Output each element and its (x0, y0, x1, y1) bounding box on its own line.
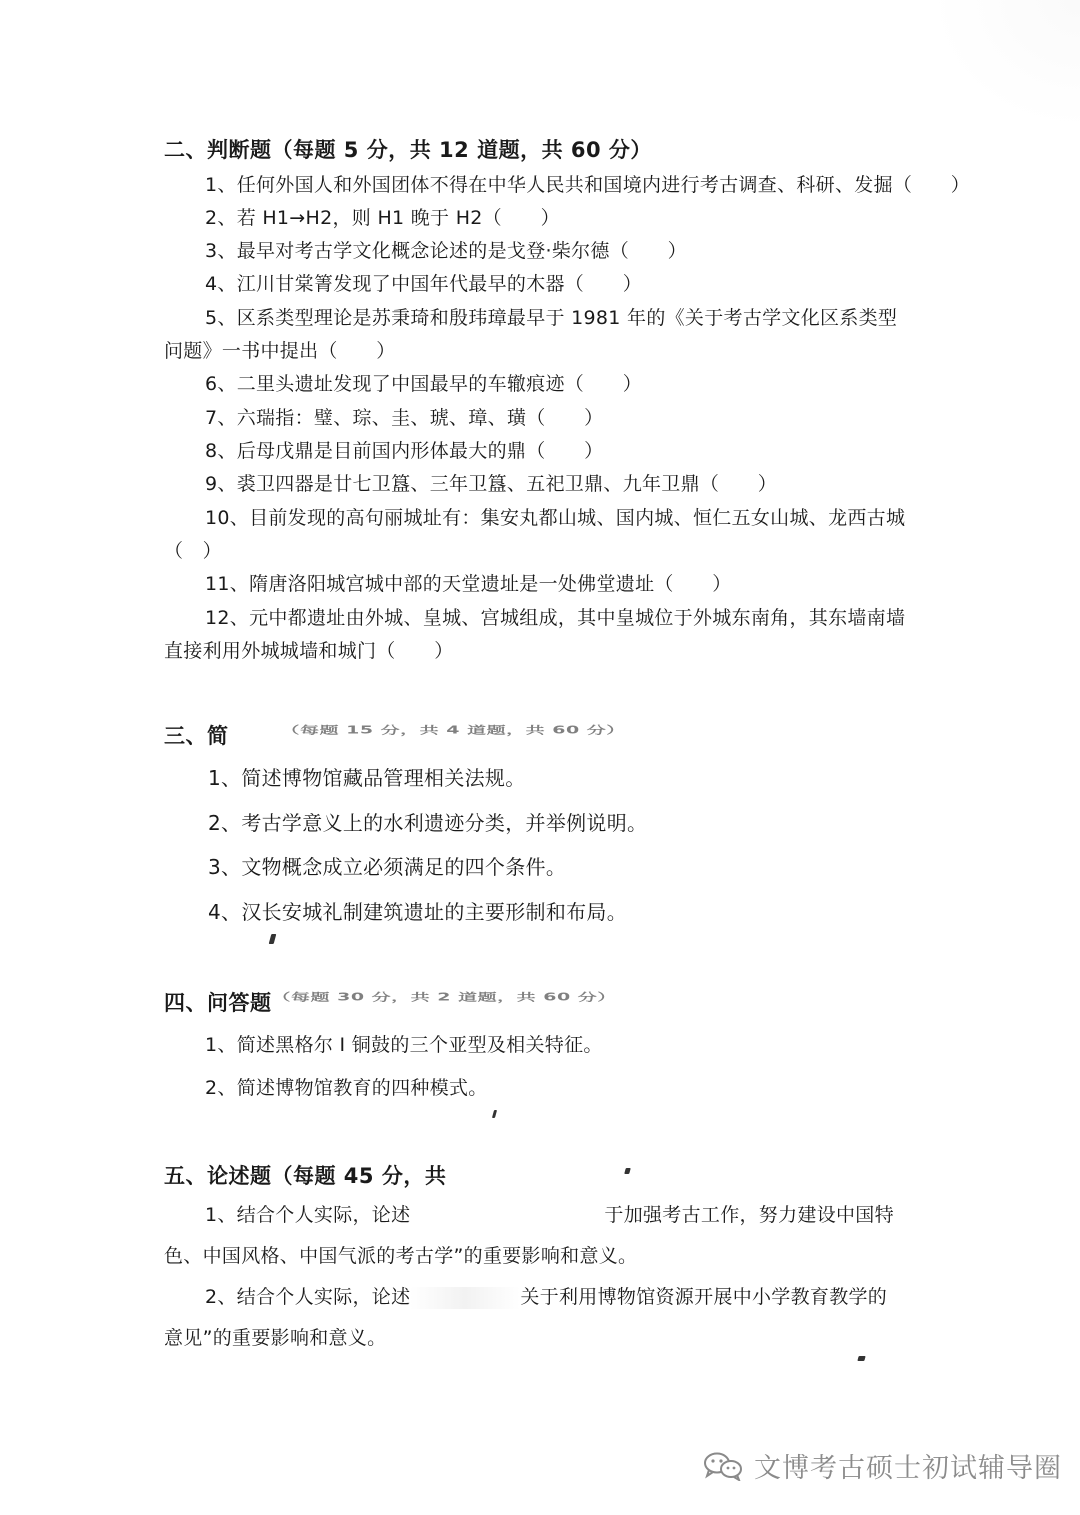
wechat-icon (702, 1451, 744, 1481)
judgment-item: 2、若 H1→H2，则 H1 晚于 H2（ ） (205, 207, 560, 229)
redaction-block (229, 726, 281, 748)
discussion-item-text: 于加强考古工作，努力建设中国特 (604, 1204, 894, 1226)
essay-title-obscured: （每题 30 分，共 2 道题，共 60 分） (271, 991, 617, 1004)
short-answer-item: 3、文物概念成立必须满足的四个条件。 (208, 855, 567, 879)
judgment-item: 7、六瑞指：璧、琮、圭、琥、璋、璜（ ） (205, 407, 604, 429)
scan-speck (857, 1356, 865, 1361)
discussion-item-continuation: 色、中国风格、中国气派的考古学”的重要影响和意义。 (164, 1245, 638, 1267)
scan-speck (269, 934, 277, 944)
scan-speck (492, 1110, 497, 1118)
short-answer-item: 2、考古学意义上的水利遗迹分类，并举例说明。 (208, 811, 648, 835)
short-answer-item: 1、简述博物馆藏品管理相关法规。 (208, 766, 526, 790)
judgment-item: 4、江川甘棠箐发现了中国年代最早的木器（ ） (205, 273, 642, 295)
judgment-item: 12、元中都遗址由外城、皇城、宫城组成，其中皇城位于外城东南角，其东墙南墙 (205, 607, 906, 629)
judgment-section-title: 二、判断题（每题 5 分，共 12 道题，共 60 分） (164, 138, 652, 162)
discussion-section-title (164, 1160, 446, 1190)
judgment-item: 8、后母戊鼎是目前国内形体最大的鼎（ ） (205, 440, 604, 462)
judgment-item: 10、目前发现的高句丽城址有：集安丸都山城、国内城、恒仁五女山城、龙西古城 (205, 507, 906, 529)
judgment-item: 6、二里头遗址发现了中国最早的车辙痕迹（ ） (205, 373, 642, 395)
judgment-item: 11、隋唐洛阳城宫城中部的天堂遗址是一处佛堂遗址（ ） (205, 573, 732, 595)
watermark (702, 1446, 1062, 1485)
judgment-item-continuation: 问题》一书中提出（ ） (164, 340, 396, 362)
discussion-item-text: 1、结合个人实际，论述 (205, 1204, 411, 1226)
essay-item: 1、简述黑格尔 I 铜鼓的三个亚型及相关特征。 (205, 1034, 603, 1056)
judgment-item: 5、区系类型理论是苏秉琦和殷玮璋最早于 1981 年的《关于考古学文化区系类型 (205, 307, 898, 329)
watermark-text: 文博考古硕士初试辅导圈 (754, 1453, 1062, 1484)
discussion-item (205, 1200, 894, 1227)
judgment-item: 9、裘卫四器是廿七卫簋、三年卫簋、五祀卫鼎、九年卫鼎（ ） (205, 473, 778, 495)
essay-item: 2、简述博物馆教育的四种模式。 (205, 1077, 488, 1099)
discussion-item-text: 2、结合个人实际，论述 (205, 1286, 411, 1308)
discussion-item-continuation: 意见”的重要影响和意义。 (164, 1327, 387, 1349)
discussion-item-text: 关于利用博物馆资源开展中小学教育教学的 (520, 1286, 888, 1308)
essay-title-visible: 四、问答题 (164, 991, 272, 1015)
short-answer-title-visible: 三、简 (164, 724, 229, 748)
judgment-item: 1、任何外国人和外国团体不得在中华人民共和国境内进行考古调查、科研、发掘（ ） (205, 174, 971, 196)
short-answer-section-title (164, 720, 626, 750)
discussion-item (205, 1282, 887, 1309)
scan-speck (624, 1168, 631, 1174)
discussion-title-visible: 五、论述题（每题 45 分，共 (164, 1164, 447, 1188)
short-answer-item: 4、汉长安城礼制建筑遗址的主要形制和布局。 (208, 900, 628, 924)
essay-section-title (164, 987, 617, 1017)
judgment-item-continuation: （ ） (164, 540, 222, 562)
judgment-item: 3、最早对考古学文化概念论述的是戈登·柴尔德（ ） (205, 240, 687, 262)
scan-glare (930, 0, 1080, 130)
redaction-block (410, 1205, 604, 1227)
short-answer-title-obscured: （每题 15 分，共 4 道题，共 60 分） (280, 724, 626, 737)
redaction-block (410, 1287, 520, 1309)
judgment-item-continuation: 直接利用外城城墙和城门（ ） (164, 640, 454, 662)
